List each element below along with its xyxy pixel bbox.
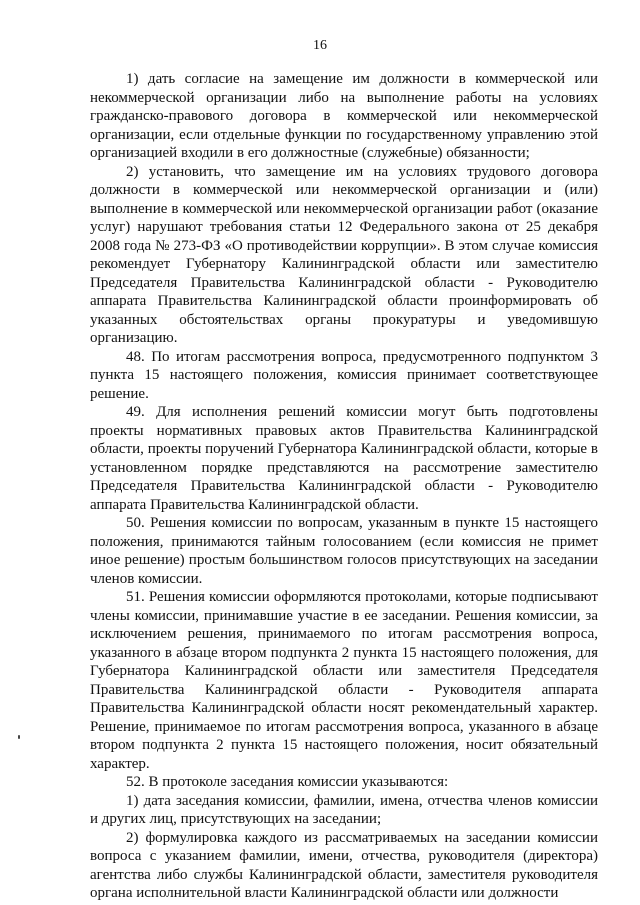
document-body	[90, 70, 598, 903]
page-number: 16	[313, 38, 327, 53]
paragraph-49: 49. Для исполнения решений комиссии могут быть подготовлены проекты нормативных правовых актов Правительства Калининградской области, проекты поручений Губернатора Калининградской области, которые в установленном порядке представляются на рассмотрение заместителю Председателя Правительства Калининградской области - Руководителю аппарата Правительства Калининградской области.	[90, 404, 598, 513]
paragraph-52: 52. В протоколе заседания комиссии указываются:	[126, 774, 449, 790]
paragraph-50: 50. Решения комиссии по вопросам, указанным в пункте 15 настоящего положения, принимаются тайным голосованием (если комиссия не примет иное решение) простым большинством голосов присутствующих на заседании членов комиссии.	[90, 515, 598, 587]
paragraph-52-item-2: 2) формулировка каждого из рассматриваемых на заседании комиссии вопроса с указанием фамилии, имени, отчества, руководителя (директора) агентства либо службы Калининградской области, заместителя руководителя органа исполнительной власти Калининградской области или должности	[90, 829, 598, 901]
paragraph-48: 48. По итогам рассмотрения вопроса, предусмотренного подпунктом 3 пункта 15 настоящего положения, комиссия принимает соответствующее решение.	[90, 348, 598, 402]
paragraph-consent: 1) дать согласие на замещение им должности в коммерческой или некоммерческой организации либо на выполнение работы на условиях гражданско-правового договора в коммерческой или некоммерческой организации, если отдельные функции по государственному управлению этой организацией входили в его должностные (служебные) обязанности;	[90, 71, 598, 161]
paragraph-violation: 2) установить, что замещение им на условиях трудового договора должности в коммерческой или некоммерческой организации и (или) выполнение в коммерческой или некоммерческой организации работ (оказание услуг) нарушают требования статьи 12 Федерального закона от 25 декабря 2008 года № 273-ФЗ «О противодействии коррупции». В этом случае комиссия рекомендует Губернатору Калининградской области или заместителю Председателя Правительства Калининградской области - Руководителю аппарата Правительства Калининградской области проинформировать об указанных обстоятельствах органы прокуратуры и уведомившую организацию.	[90, 163, 598, 346]
scan-artifact	[18, 735, 20, 739]
paragraph-52-item-1: 1) дата заседания комиссии, фамилии, имена, отчества членов комиссии и других лиц, присутствующих на заседании;	[90, 792, 598, 827]
paragraph-51: 51. Решения комиссии оформляются протоколами, которые подписывают члены комиссии, принимавшие участие в ее заседании. Решения комиссии, за исключением решения, принимаемого по итогам рассмотрения вопроса, указанного в абзаце втором подпункта 2 пункта 15 настоящего положения, для Губернатора Калининградской области или заместителя Председателя Правительства Калининградской области - Руководителя аппарата Правительства Калининградской области носят рекомендательный характер. Решение, принимаемое по итогам рассмотрения вопроса, указанного в абзаце втором подпункта 2 пункта 15 настоящего положения, носит обязательный характер.	[90, 589, 598, 772]
